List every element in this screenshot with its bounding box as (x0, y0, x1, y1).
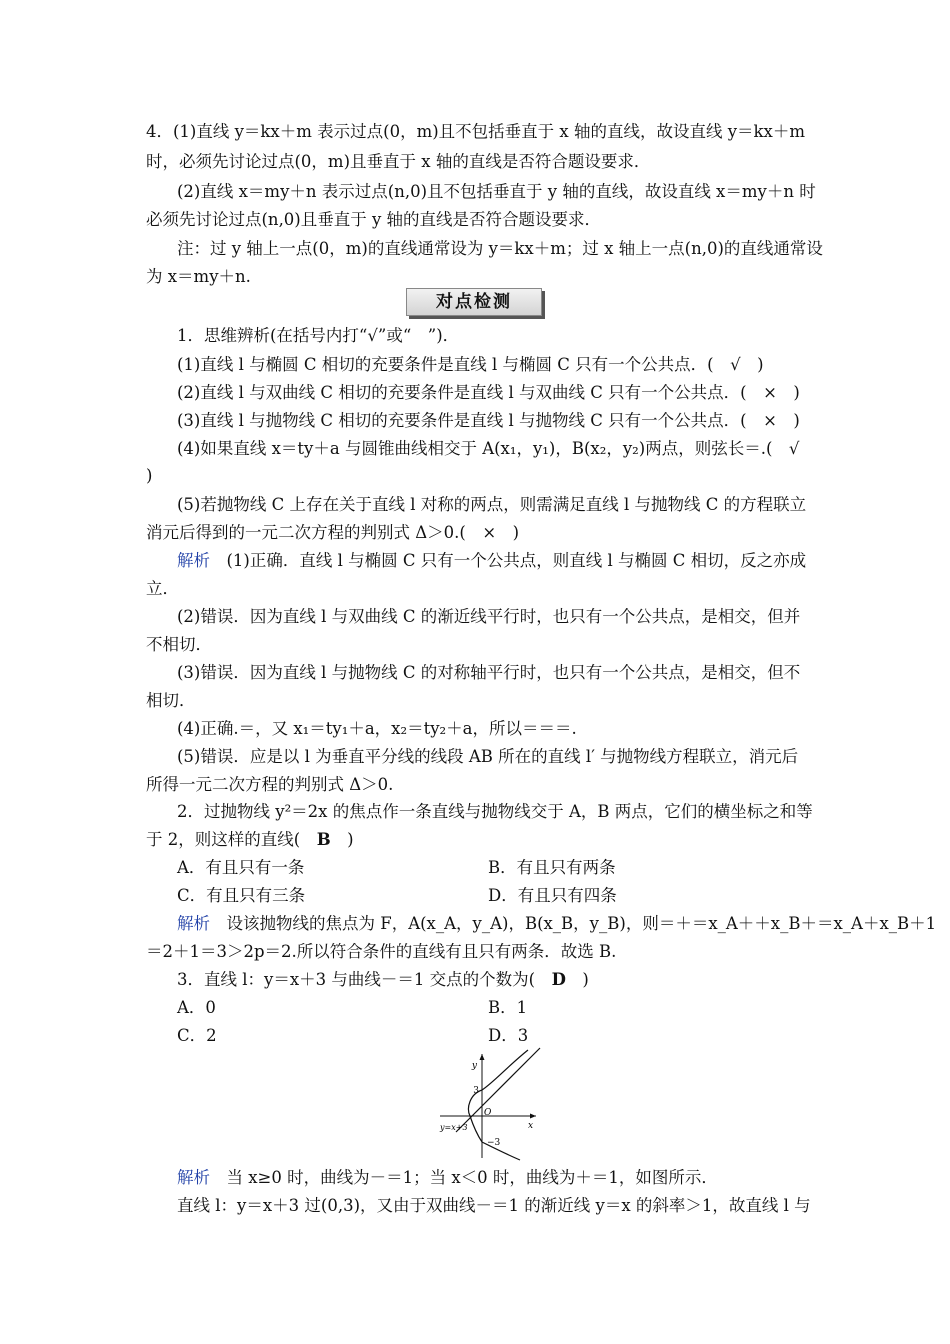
q1-statement-4-cont: ) (146, 466, 153, 485)
q1-statement-2: (2)直线 l 与双曲线 C 相切的充要条件是直线 l 与双曲线 C 只有一个公共点．( × ) (177, 383, 800, 402)
q1-stem: 1．思维辨析(在括号内打“√”或“ ”)． (177, 326, 460, 345)
q3-analysis-1 (177, 1167, 718, 1189)
q1-statement-5: (5)若抛物线 C 上存在关于直线 l 对称的两点，则需满足直线 l 与抛物线 C 的方程联立 (177, 495, 807, 514)
q1-statement-4: (4)如果直线 x＝ty＋a 与圆锥曲线相交于 A(x₁，y₁)，B(x₂，y₂)两点，则弦长＝.( √ (177, 439, 800, 458)
q1-analysis-5-cont: 所得一元二次方程的判别式 Δ＞0. (146, 775, 394, 794)
q1-analysis-5: (5)错误．应是以 l 为垂直平分线的线段 AB 所在的直线 l′ 与抛物线方程联立，消元后 (177, 747, 799, 766)
p4-line-1: 4．(1)直线 y＝kx＋m 表示过点(0，m)且不包括垂直于 x 轴的直线，故设直线 y＝kx＋m (146, 122, 805, 141)
q1-analysis-2-cont: 不相切． (146, 635, 212, 654)
q3-option-d: D．3 (488, 1026, 529, 1045)
analysis-label: 解析 (177, 914, 210, 933)
analysis-label: 解析 (177, 551, 210, 570)
analysis-text: 当 x≥0 时，曲线为－＝1；当 x＜0 时，曲线为＋＝1，如图所示． (210, 1168, 718, 1187)
q2-option-b: B．有且只有两条 (488, 858, 616, 877)
q1-analysis-3-cont: 相切． (146, 691, 196, 710)
analysis-label: 解析 (177, 1168, 210, 1187)
q3-answer: D (551, 970, 566, 989)
note-line-1: 注：过 y 轴上一点(0，m)的直线通常设为 y＝kx＋m；过 x 轴上一点(n,0)的直线通常设 (177, 239, 823, 258)
q2-stem-1: 2．过抛物线 y²＝2x 的焦点作一条直线与抛物线交于 A，B 两点，它们的横坐标之和等 (177, 802, 813, 821)
banner-title: 对点检测 (436, 292, 512, 312)
q1-analysis-3: (3)错误．因为直线 l 与抛物线 C 的对称轴平行时，也只有一个公共点，是相交，但不 (177, 663, 801, 682)
tick-label-3: 3 (473, 1086, 479, 1096)
q1-analysis-1 (177, 550, 806, 572)
q2-stem-2 (146, 829, 354, 851)
x-axis-arrow (530, 1114, 536, 1119)
origin-label: O (484, 1108, 492, 1118)
q1-statement-5-cont: 消元后得到的一元二次方程的判别式 Δ＞0.( × ) (146, 523, 520, 542)
section-banner (406, 288, 542, 316)
q2-option-d: D．有且只有四条 (488, 886, 617, 905)
q3-stem (177, 969, 589, 991)
line-l (456, 1048, 540, 1132)
y-axis-arrow (480, 1054, 485, 1060)
p4-line-3: (2)直线 x＝my＋n 表示过点(n,0)且不包括垂直于 y 轴的直线，故设直线 x＝my＋n 时 (177, 182, 816, 201)
analysis-text: (1)正确．直线 l 与椭圆 C 只有一个公共点，则直线 l 与椭圆 C 相切，反之亦成 (210, 551, 807, 570)
q2-analysis-1 (177, 913, 936, 935)
q1-analysis-4: (4)正确.＝，又 x₁＝ty₁＋a，x₂＝ty₂＋a，所以＝＝＝. (177, 719, 577, 738)
y-axis-label: y (471, 1061, 477, 1071)
x-axis-label: x (528, 1121, 534, 1131)
p4-line-4: 必须先讨论过点(n,0)且垂直于 y 轴的直线是否符合题设要求． (146, 210, 602, 229)
tick-label-minus-3: −3 (487, 1138, 501, 1148)
q3-analysis-2: 直线 l：y＝x＋3 过(0,3)，又由于双曲线－＝1 的渐近线 y＝x 的斜率＞1，故直线 l 与 (177, 1196, 811, 1215)
line-l-label: y=x+3 (440, 1123, 468, 1132)
q2-option-c: C．有且只有三条 (177, 886, 306, 905)
analysis-text: 设该抛物线的焦点为 F，A(x_A，y_A)，B(x_B，y_B)，则＝＋＝x_A＋＋x_B＋＝x_A＋x_B＋1 (210, 914, 937, 933)
q2-answer: B (316, 830, 331, 849)
q3-option-b: B．1 (488, 998, 528, 1017)
hyperbola-upper-branch (482, 1050, 528, 1090)
q3-option-a: A．0 (177, 998, 216, 1017)
q3-stem-text: 3．直线 l：y＝x＋3 与曲线－＝1 交点的个数为( (177, 970, 552, 989)
q2-analysis-2: ＝2＋1＝3＞2p＝2.所以符合条件的直线有且只有两条．故选 B. (146, 942, 617, 961)
q1-analysis-2: (2)错误．因为直线 l 与双曲线 C 的渐近线平行时，也只有一个公共点，是相交，但并 (177, 607, 801, 626)
q1-statement-1: (1)直线 l 与椭圆 C 相切的充要条件是直线 l 与椭圆 C 只有一个公共点．( √ ) (177, 355, 764, 374)
q1-statement-3: (3)直线 l 与抛物线 C 相切的充要条件是直线 l 与抛物线 C 只有一个公共点．( × ) (177, 411, 800, 430)
p4-line-2: 时，必须先讨论过点(0，m)且垂直于 x 轴的直线是否符合题设要求． (146, 152, 651, 171)
note-line-2: 为 x＝my＋n. (146, 267, 251, 286)
q3-graph (436, 1044, 556, 1162)
q2-stem-2-text: 于 2，则这样的直线( (146, 830, 317, 849)
q2-stem-2-close: ) (330, 830, 354, 849)
q2-option-a: A．有且只有一条 (177, 858, 305, 877)
q1-analysis-1-cont: 立． (146, 579, 179, 598)
q3-option-c: C．2 (177, 1026, 217, 1045)
q3-stem-close: ) (565, 970, 589, 989)
